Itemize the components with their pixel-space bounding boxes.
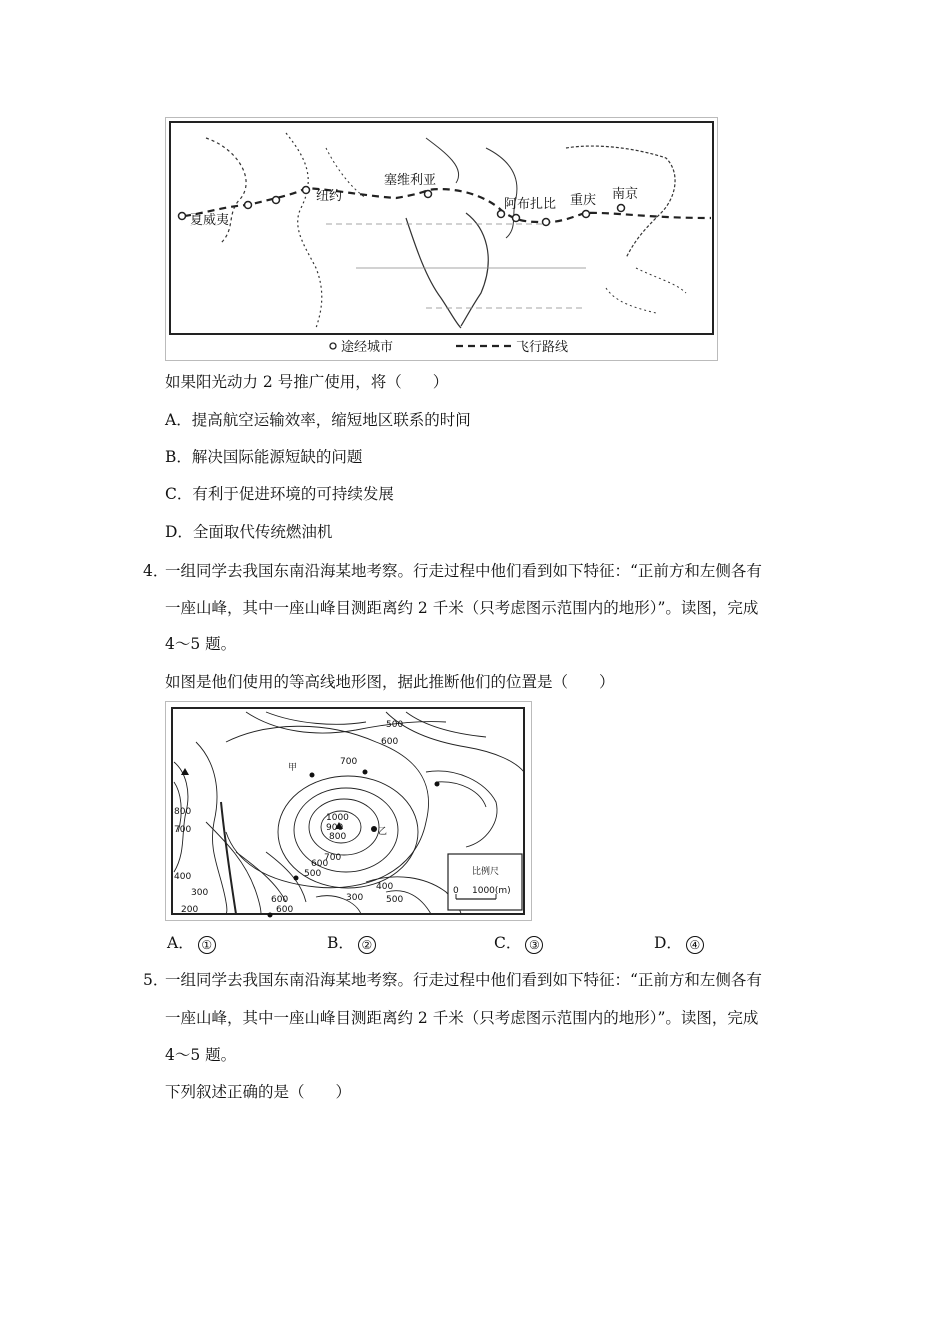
option-mark: ④ (686, 936, 704, 954)
q3-option-b: B．解决国际能源短缺的问题 (165, 448, 363, 466)
scale-value: 1000(m) (472, 886, 511, 896)
contour-label: 600 (381, 737, 399, 747)
legend-route-label: 飞行路线 (516, 340, 569, 355)
position-dot-4 (294, 876, 299, 881)
q4-text-line3: 4～5 题。 (165, 635, 237, 653)
contour-label: 乙 (378, 827, 388, 837)
legend-city-label: 途经城市 (341, 340, 394, 355)
contour-label: 400 (174, 872, 192, 882)
contour-label: 500 (386, 720, 404, 730)
contour-map-figure (166, 702, 531, 920)
contour-label: 800 (174, 807, 192, 817)
q3-stem: 如果阳光动力 2 号推广使用，将（ ） (165, 373, 449, 391)
q3-option-d: D．全面取代传统燃油机 (165, 523, 333, 541)
q4-text-line2: 一座山峰，其中一座山峰目测距离约 2 千米（只考虑图示范围内的地形）”。读图，完成 (165, 599, 759, 617)
option-mark: ③ (525, 936, 543, 954)
contour-label: 400 (376, 882, 394, 892)
position-yi-dot (371, 826, 377, 832)
contour-label: 700 (324, 853, 342, 863)
city-label-newyork: 纽约 (316, 189, 343, 204)
option-letter: C． (494, 934, 522, 952)
city-label-abudhabi: 阿布扎比 (504, 197, 557, 212)
world-map-figure (166, 118, 717, 360)
q5-stem: 下列叙述正确的是（ ） (165, 1083, 352, 1101)
q4-option-a (167, 933, 216, 954)
scale-zero: 0 (453, 886, 459, 896)
position-dot-2 (363, 770, 368, 775)
city-label-seville: 塞维利亚 (384, 173, 437, 188)
q4-stem: 如图是他们使用的等高线地形图，据此推断他们的位置是（ ） (165, 673, 615, 691)
contour-map (165, 701, 532, 921)
contour-label: 200 (181, 905, 199, 915)
city-label-hawaii: 夏威夷 (190, 213, 230, 228)
contour-label: 800 (329, 832, 347, 842)
q4-option-b (327, 933, 376, 954)
q3-option-a: A．提高航空运输效率，缩短地区联系的时间 (165, 411, 471, 429)
contour-label: 500 (386, 895, 404, 905)
position-jia-dot (310, 773, 315, 778)
q4-option-c (494, 933, 543, 954)
q4-option-d (654, 933, 704, 954)
scale-box (448, 854, 522, 910)
contour-label: 甲 (288, 763, 298, 773)
legend-city-icon (330, 343, 336, 349)
contour-label: 700 (174, 825, 192, 835)
contour-label: 300 (346, 893, 364, 903)
contour-label: 1000 (326, 813, 349, 823)
q5-number: 5． (143, 971, 169, 989)
q4-text-line1: 一组同学去我国东南沿海某地考察。行走过程中他们看到如下特征：“正前方和左侧各有 (165, 562, 762, 580)
option-letter: D． (654, 934, 682, 952)
option-letter: A． (167, 934, 194, 952)
q4-number: 4． (143, 562, 169, 580)
q5-text-line1: 一组同学去我国东南沿海某地考察。行走过程中他们看到如下特征：“正前方和左侧各有 (165, 971, 762, 989)
scale-title: 比例尺 (472, 867, 500, 877)
position-dot-3 (435, 782, 440, 787)
contour-label: 600 (271, 895, 289, 905)
city-label-nanjing: 南京 (612, 187, 639, 202)
option-mark: ① (198, 936, 216, 954)
position-dot-1 (268, 913, 273, 918)
q5-text-line3: 4～5 题。 (165, 1046, 237, 1064)
q5-text-line2: 一座山峰，其中一座山峰目测距离约 2 千米（只考虑图示范围内的地形）”。读图，完成 (165, 1009, 759, 1027)
contour-label: 900 (326, 823, 344, 833)
contour-label: 500 (304, 869, 322, 879)
option-mark: ② (358, 936, 376, 954)
contour-label: 600 (311, 859, 329, 869)
q3-option-c: C．有利于促进环境的可持续发展 (165, 485, 394, 503)
contour-label: 600 (276, 905, 294, 915)
city-label-chongqing: 重庆 (570, 193, 597, 208)
contour-label: 300 (191, 888, 209, 898)
contour-label: 700 (340, 757, 358, 767)
option-letter: B． (327, 934, 354, 952)
flight-route-map (165, 117, 718, 361)
